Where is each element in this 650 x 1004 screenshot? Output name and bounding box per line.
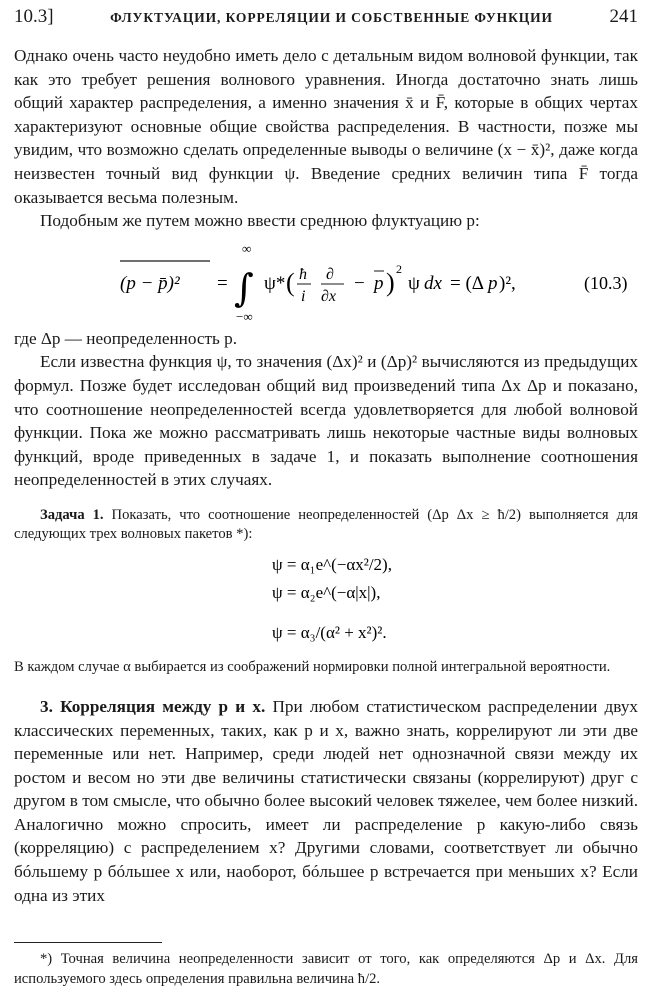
svg-text:): ) [386, 267, 395, 297]
formula-1: ψ = α₁e^(−αx²/2), [272, 554, 392, 574]
equation-10-3 [14, 235, 638, 327]
running-header [14, 6, 638, 32]
svg-text:ψ*: ψ* [264, 272, 286, 294]
svg-text:i: i [301, 287, 306, 305]
svg-text:(: ( [286, 267, 295, 297]
equation-graphic [14, 235, 638, 327]
task-note: В каждом случае α выбирается из соображений нормировки полной интегральной вероятности. [14, 658, 611, 675]
running-title: ФЛУКТУАЦИИ, КОРРЕЛЯЦИИ И СОБСТВЕННЫЕ ФУНКЦИИ [110, 10, 553, 25]
svg-text:ħ: ħ [299, 265, 307, 283]
svg-text:p: p [374, 272, 384, 294]
upper-limit: ∞ [242, 240, 252, 256]
svg-text:∂x: ∂x [321, 287, 337, 305]
paragraph-wavefunction: Однако очень часто неудобно иметь дело с детальным видом волновой функции, так как это требует решения волнового уравнения. Иногда достаточно знать лишь общий характер распределения, а именно значения x̄ и F̄, которые в общих чертах характеризуют основные общие свойства распределения. В частности, позже мы увидим, что возможно сделать определенные выводы о величине (x − x̄)², даже когда неизвестен точный вид функции ψ. Введение средних величин типа F̄ тогда оказывается весьма полезным. [14, 46, 638, 207]
equation-lhs: (p − p̄)² [120, 272, 180, 294]
svg-text:−: − [354, 272, 365, 294]
svg-text:2: 2 [396, 261, 402, 276]
paragraph-fluctuation-intro: Подобным же путем можно ввести среднюю флуктуацию p: [40, 211, 480, 231]
task-label: Задача 1. [40, 506, 104, 523]
wave-packet-formulas [14, 548, 638, 658]
svg-text:p: p [488, 272, 498, 294]
footnote: *) Точная величина неопределенности зависит от того, как определяются Δp и Δx. Для используемого здесь определения правильна величина ħ/2. [14, 951, 638, 987]
footnote-divider [14, 942, 162, 943]
paragraph-uncertainty: Если известна функция ψ, то значения (Δx)² и (Δp)² вычисляются из предыдущих формул. Позже будет исследован общий вид произведений типа Δx Δp и показано, что соотношение неопределенностей всегда удовлетворяется для любой волновой функции. Пока же можно рассматривать лишь некоторые частные виды волновых функций, вроде приведенных в задаче 1, и показать выполнение соотношения неопределенностей в этих случаях. [14, 352, 638, 490]
equation-number: (10.3) [584, 272, 628, 293]
svg-text:= (Δ: = (Δ [450, 272, 485, 294]
svg-text:=: = [217, 272, 228, 294]
formula-2: ψ = α₂e^(−α|x|), [272, 582, 381, 602]
paragraph-delta-p: где Δp — неопределенность p. [14, 328, 238, 348]
page-body [14, 44, 638, 907]
svg-text:ψ: ψ [408, 272, 420, 294]
svg-text:)²,: )², [499, 272, 516, 294]
correlation-paragraph [14, 695, 638, 907]
section-number: 10.3] [14, 6, 54, 27]
task-1 [14, 506, 638, 544]
page-number: 241 [609, 6, 638, 27]
section-correlation [14, 695, 638, 907]
svg-text:∂: ∂ [326, 265, 334, 283]
svg-text:dx: dx [424, 272, 442, 294]
section-text: При любом статистическом распределении двух классических переменных, таких, как p и x, важно знать, коррелируют ли эти две переменные или нет. Например, среди людей нет однозначной связи между их ростом и весом но эти две величины статистически связаны (коррелируют) друг с другом в том смысле, что обычно более высокий человек тяжелее, чем более низкий. Аналогично можно спросить, имеет ли распределение p какую-либо связь (корреляцию) с распределением x? Другими словами, соответствует ли обычно бóльшему p бóльшее x или, наоборот, бóльшее p встречается при меньших x? Если одна из этих [14, 696, 639, 905]
lower-limit: −∞ [236, 308, 253, 324]
formula-3: ψ = α₃/(α² + x²)². [272, 622, 387, 642]
section-heading: 3. Корреляция между p и x. [40, 696, 266, 716]
integral-sign: ∫ [234, 265, 254, 310]
equation-integrand-text: = ∫ ψ* (ħ/i ∂/∂x − p̄)² ψ dx = (Δp)², [14, 234, 28, 236]
task-text: Показать, что соотношение неопределенностей (Δp Δx ≥ ħ/2) выполняется для следующих трех волновых пакетов *): [14, 506, 638, 542]
